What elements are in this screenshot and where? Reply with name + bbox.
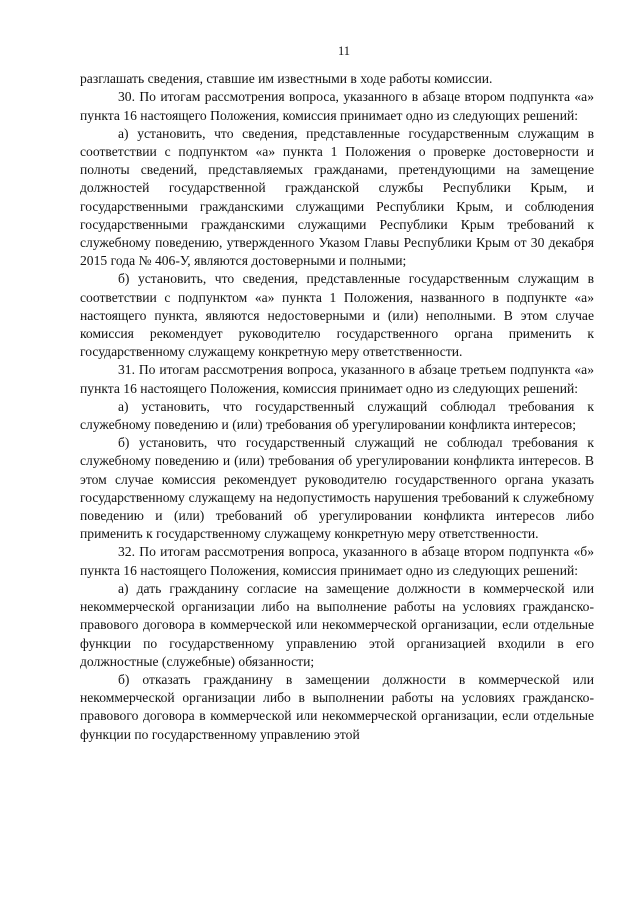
paragraph-continuation: разглашать сведения, ставшие им известными в ходе работы комиссии. [80, 71, 493, 87]
paragraph-item-31: 31. По итогам рассмотрения вопроса, указанного в абзаце третьем подпункта «а» пункта 16 настоящего Положения, комиссия принимает одно из следующих решений: [80, 362, 594, 396]
paragraph-item-31-b: б) установить, что государственный служащий не соблюдал требования к служебному поведению и (или) требования об урегулировании конфликта интересов. В этом случае комиссия рекомендует руководителю государственного органа указать государственному служащему на недопустимость нарушения требований к служебному поведению и (или) требований об урегулировании конфликта интересов либо применить к государственному служащему конкретную меру ответственности. [80, 435, 594, 542]
paragraph-item-32-a: а) дать гражданину согласие на замещение должности в коммерческой или некоммерческой организации либо на выполнение работы на условиях гражданско-правового договора в коммерческой или некоммерческой организации, если отдельные функции по государственному управлению этой организацией входили в его должностные (служебные) обязанности; [80, 580, 594, 669]
paragraph-item-32-b: б) отказать гражданину в замещении должности в коммерческой или некоммерческой организации либо в выполнении работы на условиях гражданско-правового договора в коммерческой или некоммерческой организации, если отдельные функции по государственному управлению этой [80, 671, 594, 742]
paragraph-item-30: 30. По итогам рассмотрения вопроса, указанного в абзаце втором подпункта «а» пункта 16 настоящего Положения, комиссия принимает одно из следующих решений: [80, 89, 594, 123]
paragraph-item-30-b: б) установить, что сведения, представленные государственным служащим в соответствии с подпунктом «а» пункта 1 Положения, названного в подпункте «а» настоящего пункта, являются недостоверными и (или) неполными. В этом случае комиссия рекомендует руководителю государственного органа применить к государственному служащему конкретную меру ответственности. [80, 271, 594, 360]
paragraph-item-32: 32. По итогам рассмотрения вопроса, указанного в абзаце втором подпункта «б» пункта 16 настоящего Положения, комиссия принимает одно из следующих решений: [80, 544, 594, 578]
paragraph-item-30-a: а) установить, что сведения, представленные государственным служащим в соответствии с подпунктом «а» пункта 1 Положения о проверке достоверности и полноты сведений, представляемых гражданами, претендующими на замещение должностей государственной гражданской службы Республики Крым, и государственными гражданскими служащими Республики Крым, и соблюдения государственными гражданскими служащими Республики Крым требований к служебному поведению, утвержденного Указом Главы Республики Крым от 30 декабря 2015 года № 406-У, являются достоверными и полными; [80, 125, 594, 269]
paragraph-item-31-a: а) установить, что государственный служащий соблюдал требования к служебному поведению и (или) требования об урегулировании конфликта интересов; [80, 398, 594, 433]
page-number: 11 [337, 44, 351, 58]
